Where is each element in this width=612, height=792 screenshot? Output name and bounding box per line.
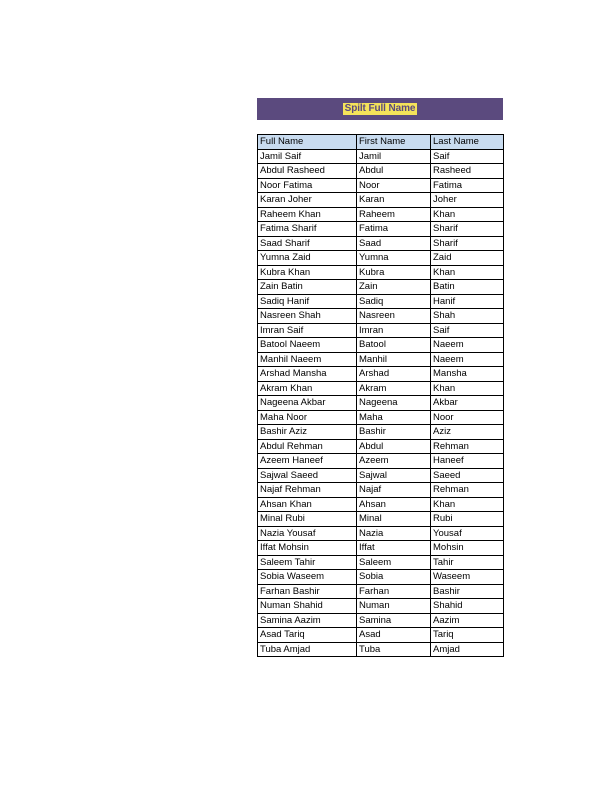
cell-first-name: Saleem: [357, 555, 431, 570]
names-table: [257, 134, 504, 657]
cell-full-name: Yumna Zaid: [258, 251, 357, 266]
table-row: [258, 149, 504, 164]
cell-first-name: Ahsan: [357, 497, 431, 512]
cell-last-name: Rehman: [431, 439, 504, 454]
cell-last-name: Bashir: [431, 584, 504, 599]
cell-full-name: Kubra Khan: [258, 265, 357, 280]
cell-first-name: Batool: [357, 338, 431, 353]
table-row: [258, 178, 504, 193]
cell-last-name: Zaid: [431, 251, 504, 266]
table-row: [258, 381, 504, 396]
cell-first-name: Minal: [357, 512, 431, 527]
cell-last-name: Batin: [431, 280, 504, 295]
cell-first-name: Saad: [357, 236, 431, 251]
cell-full-name: Saleem Tahir: [258, 555, 357, 570]
cell-last-name: Khan: [431, 207, 504, 222]
cell-first-name: Raheem: [357, 207, 431, 222]
cell-last-name: Rasheed: [431, 164, 504, 179]
cell-first-name: Samina: [357, 613, 431, 628]
cell-last-name: Haneef: [431, 454, 504, 469]
cell-last-name: Saif: [431, 149, 504, 164]
cell-last-name: Rubi: [431, 512, 504, 527]
table-row: [258, 483, 504, 498]
table-row: [258, 396, 504, 411]
cell-full-name: Nageena Akbar: [258, 396, 357, 411]
cell-first-name: Nazia: [357, 526, 431, 541]
cell-full-name: Sajwal Saeed: [258, 468, 357, 483]
cell-last-name: Aziz: [431, 425, 504, 440]
table-row: [258, 280, 504, 295]
cell-full-name: Numan Shahid: [258, 599, 357, 614]
cell-last-name: Saif: [431, 323, 504, 338]
cell-last-name: Khan: [431, 265, 504, 280]
cell-full-name: Manhil Naeem: [258, 352, 357, 367]
cell-full-name: Abdul Rehman: [258, 439, 357, 454]
cell-first-name: Abdul: [357, 164, 431, 179]
cell-full-name: Noor Fatima: [258, 178, 357, 193]
table-row: [258, 367, 504, 382]
cell-last-name: Tariq: [431, 628, 504, 643]
table-row: [258, 439, 504, 454]
table-row: [258, 338, 504, 353]
cell-last-name: Sharif: [431, 222, 504, 237]
cell-first-name: Azeem: [357, 454, 431, 469]
cell-first-name: Abdul: [357, 439, 431, 454]
table-row: [258, 164, 504, 179]
table-row: [258, 222, 504, 237]
cell-last-name: Mansha: [431, 367, 504, 382]
cell-last-name: Waseem: [431, 570, 504, 585]
cell-full-name: Farhan Bashir: [258, 584, 357, 599]
table-row: [258, 570, 504, 585]
cell-first-name: Tuba: [357, 642, 431, 657]
cell-full-name: Tuba Amjad: [258, 642, 357, 657]
cell-first-name: Kubra: [357, 265, 431, 280]
cell-full-name: Sobia Waseem: [258, 570, 357, 585]
table-row: [258, 454, 504, 469]
table-row: [258, 323, 504, 338]
cell-last-name: Saeed: [431, 468, 504, 483]
cell-full-name: Raheem Khan: [258, 207, 357, 222]
cell-last-name: Shahid: [431, 599, 504, 614]
cell-full-name: Nazia Yousaf: [258, 526, 357, 541]
table-row: [258, 526, 504, 541]
cell-first-name: Imran: [357, 323, 431, 338]
cell-full-name: Abdul Rasheed: [258, 164, 357, 179]
cell-last-name: Naeem: [431, 352, 504, 367]
cell-first-name: Yumna: [357, 251, 431, 266]
table-row: [258, 294, 504, 309]
cell-last-name: Shah: [431, 309, 504, 324]
cell-full-name: Samina Aazim: [258, 613, 357, 628]
table-row: [258, 236, 504, 251]
table-row: [258, 425, 504, 440]
table-row: [258, 541, 504, 556]
cell-first-name: Najaf: [357, 483, 431, 498]
cell-full-name: Batool Naeem: [258, 338, 357, 353]
cell-last-name: Sharif: [431, 236, 504, 251]
cell-first-name: Sajwal: [357, 468, 431, 483]
cell-full-name: Maha Noor: [258, 410, 357, 425]
column-header-full-name: Full Name: [258, 135, 357, 150]
cell-first-name: Sadiq: [357, 294, 431, 309]
table-row: [258, 599, 504, 614]
cell-full-name: Bashir Aziz: [258, 425, 357, 440]
cell-full-name: Fatima Sharif: [258, 222, 357, 237]
cell-first-name: Noor: [357, 178, 431, 193]
table-row: [258, 584, 504, 599]
cell-first-name: Iffat: [357, 541, 431, 556]
table-row: [258, 642, 504, 657]
cell-first-name: Maha: [357, 410, 431, 425]
cell-last-name: Rehman: [431, 483, 504, 498]
cell-last-name: Mohsin: [431, 541, 504, 556]
cell-first-name: Nageena: [357, 396, 431, 411]
column-header-first-name: First Name: [357, 135, 431, 150]
cell-full-name: Iffat Mohsin: [258, 541, 357, 556]
cell-first-name: Asad: [357, 628, 431, 643]
table-row: [258, 410, 504, 425]
cell-first-name: Sobia: [357, 570, 431, 585]
cell-full-name: Imran Saif: [258, 323, 357, 338]
cell-full-name: Jamil Saif: [258, 149, 357, 164]
cell-first-name: Akram: [357, 381, 431, 396]
cell-first-name: Karan: [357, 193, 431, 208]
cell-last-name: Akbar: [431, 396, 504, 411]
cell-first-name: Bashir: [357, 425, 431, 440]
table-row: [258, 352, 504, 367]
cell-last-name: Aazim: [431, 613, 504, 628]
cell-full-name: Sadiq Hanif: [258, 294, 357, 309]
cell-last-name: Joher: [431, 193, 504, 208]
title-bar: [257, 98, 503, 120]
table-row: [258, 193, 504, 208]
cell-first-name: Numan: [357, 599, 431, 614]
cell-last-name: Hanif: [431, 294, 504, 309]
cell-full-name: Najaf Rehman: [258, 483, 357, 498]
cell-first-name: Manhil: [357, 352, 431, 367]
table-row: [258, 265, 504, 280]
cell-first-name: Nasreen: [357, 309, 431, 324]
table-header-row: [258, 135, 504, 150]
cell-full-name: Minal Rubi: [258, 512, 357, 527]
table-row: [258, 555, 504, 570]
cell-full-name: Azeem Haneef: [258, 454, 357, 469]
cell-last-name: Khan: [431, 497, 504, 512]
table-row: [258, 251, 504, 266]
table-row: [258, 497, 504, 512]
cell-first-name: Jamil: [357, 149, 431, 164]
cell-full-name: Arshad Mansha: [258, 367, 357, 382]
cell-last-name: Amjad: [431, 642, 504, 657]
cell-full-name: Ahsan Khan: [258, 497, 357, 512]
cell-last-name: Naeem: [431, 338, 504, 353]
cell-first-name: Zain: [357, 280, 431, 295]
cell-last-name: Fatima: [431, 178, 504, 193]
cell-first-name: Farhan: [357, 584, 431, 599]
cell-first-name: Fatima: [357, 222, 431, 237]
table-row: [258, 468, 504, 483]
table-row: [258, 309, 504, 324]
table-row: [258, 628, 504, 643]
page-title: Spilt Full Name: [344, 103, 416, 114]
cell-full-name: Akram Khan: [258, 381, 357, 396]
cell-last-name: Noor: [431, 410, 504, 425]
cell-last-name: Tahir: [431, 555, 504, 570]
cell-full-name: Saad Sharif: [258, 236, 357, 251]
column-header-last-name: Last Name: [431, 135, 504, 150]
cell-full-name: Zain Batin: [258, 280, 357, 295]
cell-last-name: Khan: [431, 381, 504, 396]
table-row: [258, 512, 504, 527]
table-row: [258, 613, 504, 628]
table-body: [258, 149, 504, 657]
cell-full-name: Asad Tariq: [258, 628, 357, 643]
cell-last-name: Yousaf: [431, 526, 504, 541]
cell-full-name: Nasreen Shah: [258, 309, 357, 324]
cell-first-name: Arshad: [357, 367, 431, 382]
cell-full-name: Karan Joher: [258, 193, 357, 208]
table-row: [258, 207, 504, 222]
